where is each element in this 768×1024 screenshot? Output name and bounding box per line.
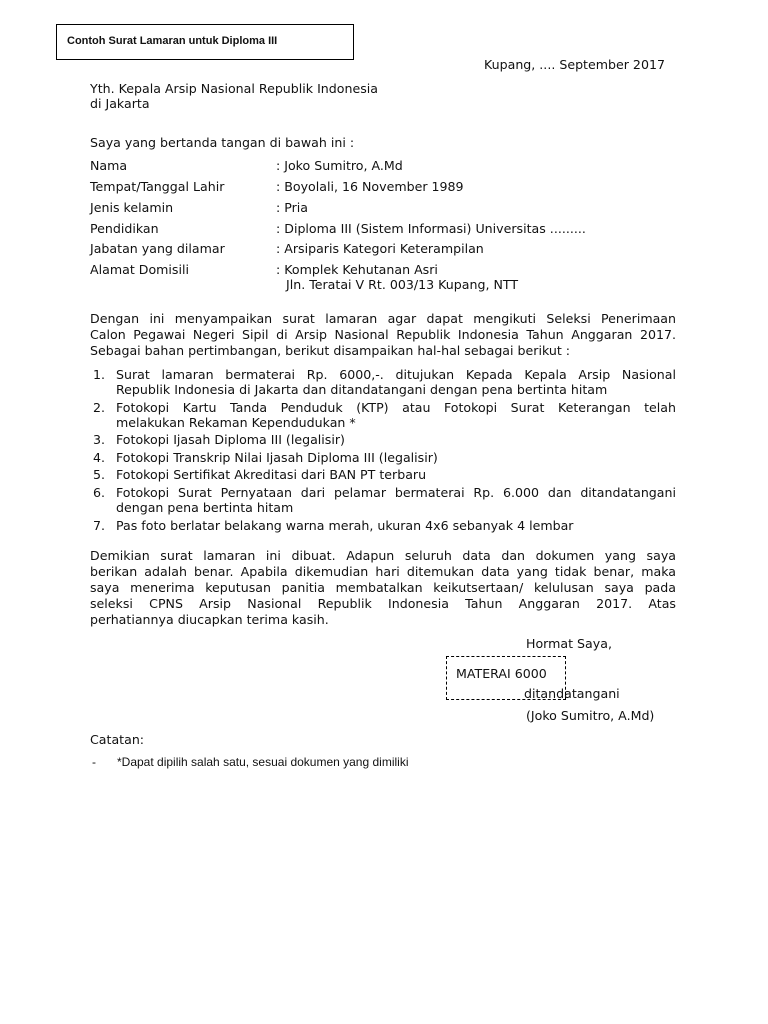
document-title: Contoh Surat Lamaran untuk Diploma III [67,35,278,47]
list-item-3: Fotokopi Ijasah Diploma III (legalisir) [116,432,345,447]
list-item-4: Fotokopi Transkrip Nilai Ijasah Diploma III (legalisir) [116,450,438,465]
identity-label-gender: Jenis kelamin [90,200,174,215]
identity-value-gender: : Pria [276,200,309,215]
body1-line-1: Dengan ini menyampaikan surat lamaran agar dapat mengikuti Seleksi Penerimaan [90,311,676,326]
list-number-4: 4. [93,450,106,465]
place-date: Kupang, .... September 2017 [484,57,665,72]
list-number-6: 6. [93,485,106,500]
signatory-name: (Joko Sumitro, A.Md) [526,708,655,723]
body2-line-3: saya menerima keputusan panitia membatalkan keikutsertaan/ kelulusan saya pada [90,580,676,595]
intro-line: Saya yang bertanda tangan di bawah ini : [90,135,355,150]
notes-dash: - [92,755,96,769]
list-item-6-line-2: dengan pena bertinta hitam [116,500,294,515]
identity-value-birth: : Boyolali, 16 November 1989 [276,179,464,194]
notes-item: *Dapat dipilih salah satu, sesuai dokumen yang dimiliki [117,755,409,769]
body2-line-4: seleksi CPNS Arsip Nasional Republik Indonesia Tahun Anggaran 2017. Atas [90,596,676,611]
signed-text: ditandatangani [524,686,620,701]
recipient-line-1: Yth. Kepala Arsip Nasional Republik Indonesia [90,81,378,96]
recipient-line-2: di Jakarta [90,96,150,111]
identity-label-birth: Tempat/Tanggal Lahir [90,179,225,194]
identity-value-address-2: Jln. Teratai V Rt. 003/13 Kupang, NTT [286,277,519,292]
body2-line-2: berikan adalah benar. Apabila dikemudian hari ditemukan data yang tidak benar, maka [90,564,676,579]
list-number-1: 1. [93,367,106,382]
identity-value-address: : Komplek Kehutanan Asri [276,262,438,277]
list-item-6-line-1: Fotokopi Surat Pernyataan dari pelamar bermaterai Rp. 6.000 dan ditandatangani [116,485,676,500]
list-item-1-line-1: Surat lamaran bermaterai Rp. 6000,-. ditujukan Kepada Kepala Arsip Nasional [116,367,676,382]
body1-line-2: Calon Pegawai Negeri Sipil di Arsip Nasional Republik Indonesia Tahun Anggaran 2017. [90,327,676,342]
list-number-7: 7. [93,518,106,533]
list-item-5: Fotokopi Sertifikat Akreditasi dari BAN PT terbaru [116,467,427,482]
identity-label-name: Nama [90,158,128,173]
closing-text: Hormat Saya, [526,636,612,651]
list-item-1-line-2: Republik Indonesia di Jakarta dan ditandatangani dengan pena bertinta hitam [116,382,608,397]
notes-heading: Catatan: [90,732,145,747]
list-item-2-line-2: melakukan Rekaman Kependudukan * [116,415,356,430]
stamp-label: MATERAI 6000 [456,666,547,681]
identity-label-education: Pendidikan [90,221,159,236]
identity-label-address: Alamat Domisili [90,262,189,277]
identity-label-position: Jabatan yang dilamar [90,241,225,256]
body2-line-5: perhatiannya diucapkan terima kasih. [90,612,329,627]
list-number-5: 5. [93,467,106,482]
list-item-2-line-1: Fotokopi Kartu Tanda Penduduk (KTP) atau Fotokopi Surat Keterangan telah [116,400,676,415]
body2-line-1: Demikian surat lamaran ini dibuat. Adapun seluruh data dan dokumen yang saya [90,548,676,563]
identity-value-position: : Arsiparis Kategori Keterampilan [276,241,484,256]
list-number-3: 3. [93,432,106,447]
document-title-box [56,24,354,60]
body1-line-3: Sebagai bahan pertimbangan, berikut disampaikan hal-hal sebagai berikut : [90,343,571,358]
identity-value-name: : Joko Sumitro, A.Md [276,158,403,173]
identity-value-education: : Diploma III (Sistem Informasi) Universitas ......... [276,221,586,236]
list-item-7: Pas foto berlatar belakang warna merah, ukuran 4x6 sebanyak 4 lembar [116,518,574,533]
list-number-2: 2. [93,400,106,415]
